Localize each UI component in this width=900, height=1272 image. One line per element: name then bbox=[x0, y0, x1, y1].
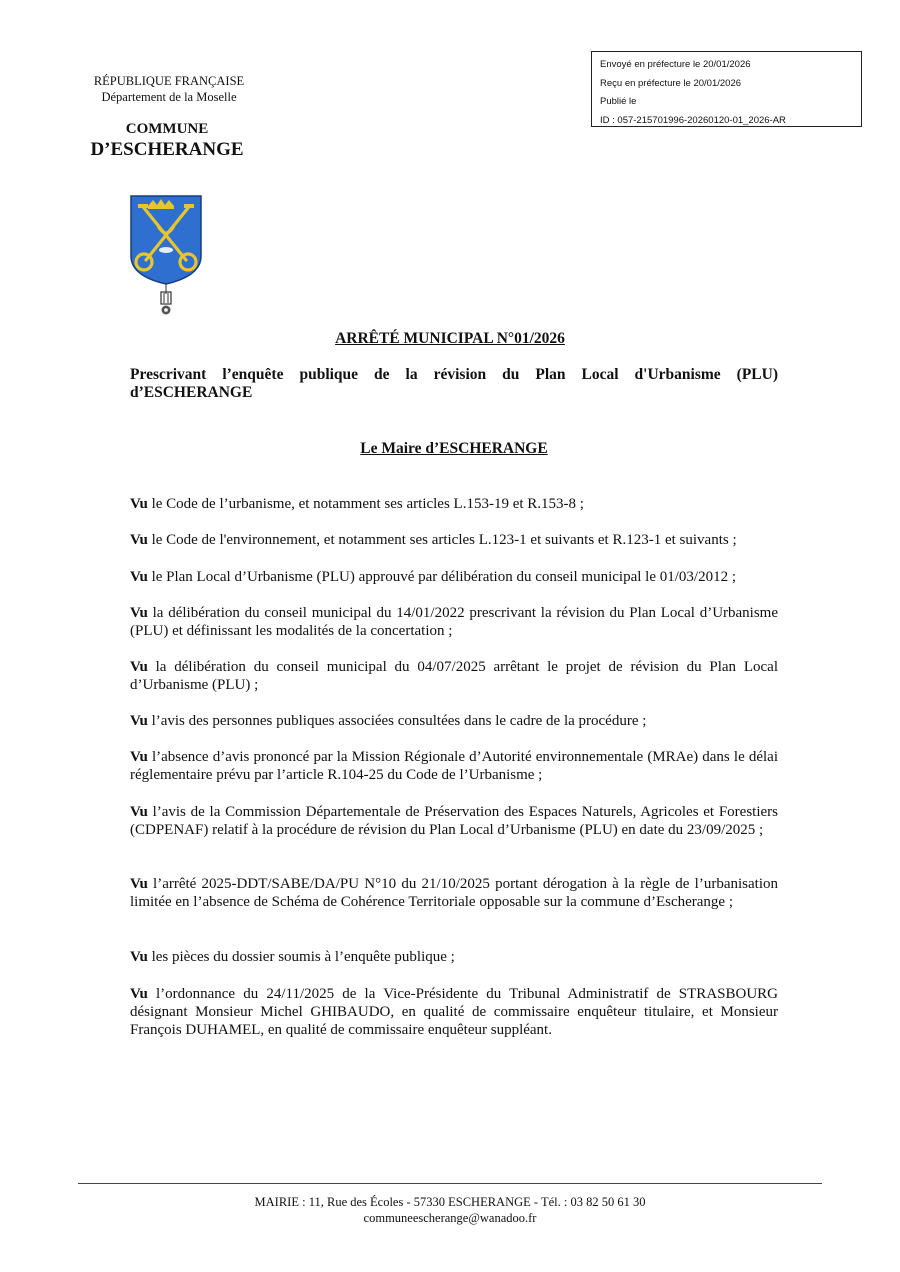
consideration-text: le Plan Local d’Urbanisme (PLU) approuvé par délibération du conseil municipal le 01/03/2012 ; bbox=[151, 569, 736, 585]
decree-subject bbox=[130, 366, 778, 402]
vu-label: Vu bbox=[130, 876, 148, 892]
consideration-item bbox=[130, 531, 778, 549]
commune-block bbox=[84, 120, 250, 162]
vu-label: Vu bbox=[130, 659, 148, 675]
vu-label: Vu bbox=[130, 804, 148, 820]
commune-label: COMMUNE bbox=[125, 121, 209, 137]
consideration-item bbox=[130, 948, 778, 966]
footer bbox=[0, 1194, 900, 1226]
vu-label: Vu bbox=[130, 605, 148, 621]
consideration-text: l’absence d’avis prononcé par la Mission Régionale d’Autorité environnementale (MRAe) dans le délai réglementaire prévu par l’article R.104-25 du Code de l’Urbanisme ; bbox=[130, 749, 779, 783]
stamp-published: Publié le bbox=[600, 96, 637, 107]
consideration-item bbox=[130, 748, 778, 784]
footer-email: communeescherange@wanadoo.fr bbox=[363, 1211, 537, 1225]
consideration-text: l’ordonnance du 24/11/2025 de la Vice-Présidente du Tribunal Administratif de STRASBOURG désignant Monsieur Michel GHIBAUDO, en qualité de commissaire enquêteur titulaire, et Monsieur François DUHAMEL, en qualité de commissaire enquêteur suppléant. bbox=[130, 986, 778, 1038]
republic-label: RÉPUBLIQUE FRANÇAISE bbox=[93, 74, 245, 88]
decree-title: ARRÊTÉ MUNICIPAL N°01/2026 bbox=[335, 330, 565, 347]
consideration-item bbox=[130, 495, 778, 513]
vu-label: Vu bbox=[130, 949, 148, 965]
footer-divider bbox=[78, 1183, 822, 1184]
consideration-item bbox=[130, 604, 778, 640]
subject-line-2: d’ESCHERANGE bbox=[130, 384, 253, 401]
consideration-text: la délibération du conseil municipal du 04/07/2025 arrêtant le projet de révision du Plan Local d’Urbanisme (PLU) ; bbox=[130, 659, 779, 693]
consideration-item bbox=[130, 568, 778, 586]
consideration-item bbox=[130, 803, 778, 839]
consideration-text: l’avis des personnes publiques associées consultées dans le cadre de la procédure ; bbox=[151, 713, 647, 729]
consideration-item bbox=[130, 658, 778, 694]
vu-label: Vu bbox=[130, 749, 148, 765]
stamp-sent: Envoyé en préfecture le 20/01/2026 bbox=[600, 59, 751, 70]
department-label: Département de la Moselle bbox=[101, 90, 237, 104]
consideration-text: l’avis de la Commission Départementale de Préservation des Espaces Naturels, Agricoles et Forestiers (CDPENAF) relatif à la procédure de révision du Plan Local d’Urbanisme (PLU) en date du 23/09/2025 ; bbox=[130, 804, 778, 838]
mayor-heading: Le Maire d’ESCHERANGE bbox=[360, 440, 548, 457]
consideration-item bbox=[130, 985, 778, 1039]
commune-name: D’ESCHERANGE bbox=[90, 139, 244, 160]
mayor-heading-block bbox=[0, 440, 900, 458]
vu-label: Vu bbox=[130, 569, 148, 585]
vu-label: Vu bbox=[130, 532, 148, 548]
issuer-block bbox=[84, 73, 254, 105]
consideration-text: le Code de l’urbanisme, et notamment ses articles L.153-19 et R.153-8 ; bbox=[151, 496, 584, 512]
stamp-id: ID : 057-215701996-20260120-01_2026-AR bbox=[600, 114, 786, 126]
prefecture-stamp bbox=[591, 51, 862, 127]
vu-label: Vu bbox=[130, 713, 148, 729]
footer-address: MAIRIE : 11, Rue des Écoles - 57330 ESCHERANGE - Tél. : 03 82 50 61 30 bbox=[254, 1195, 646, 1209]
vu-label: Vu bbox=[130, 496, 148, 512]
consideration-item bbox=[130, 875, 778, 911]
stamp-received: Reçu en préfecture le 20/01/2026 bbox=[600, 77, 742, 89]
consideration-text: la délibération du conseil municipal du 14/01/2022 prescrivant la révision du Plan Local d’Urbanisme (PLU) et définissant les modalités de la concertation ; bbox=[130, 605, 779, 639]
consideration-text: le Code de l'environnement, et notamment ses articles L.123-1 et suivants et R.123-1 et suivants ; bbox=[151, 532, 737, 548]
vu-label: Vu bbox=[130, 986, 148, 1002]
consideration-item bbox=[130, 712, 778, 730]
subject-line-1: Prescrivant l’enquête publique de la révision du Plan Local d'Urbanisme (PLU) bbox=[130, 366, 778, 383]
consideration-text: l’arrêté 2025-DDT/SABE/DA/PU N°10 du 21/10/2025 portant dérogation à la règle de l’urbanisation limitée en l’absence de Schéma de Cohérence Territoriale opposable sur la commune d’Escherange ; bbox=[130, 876, 778, 910]
coat-of-arms-icon bbox=[128, 194, 204, 318]
consideration-text: les pièces du dossier soumis à l’enquête publique ; bbox=[151, 949, 455, 965]
decree-title-block bbox=[0, 330, 900, 348]
